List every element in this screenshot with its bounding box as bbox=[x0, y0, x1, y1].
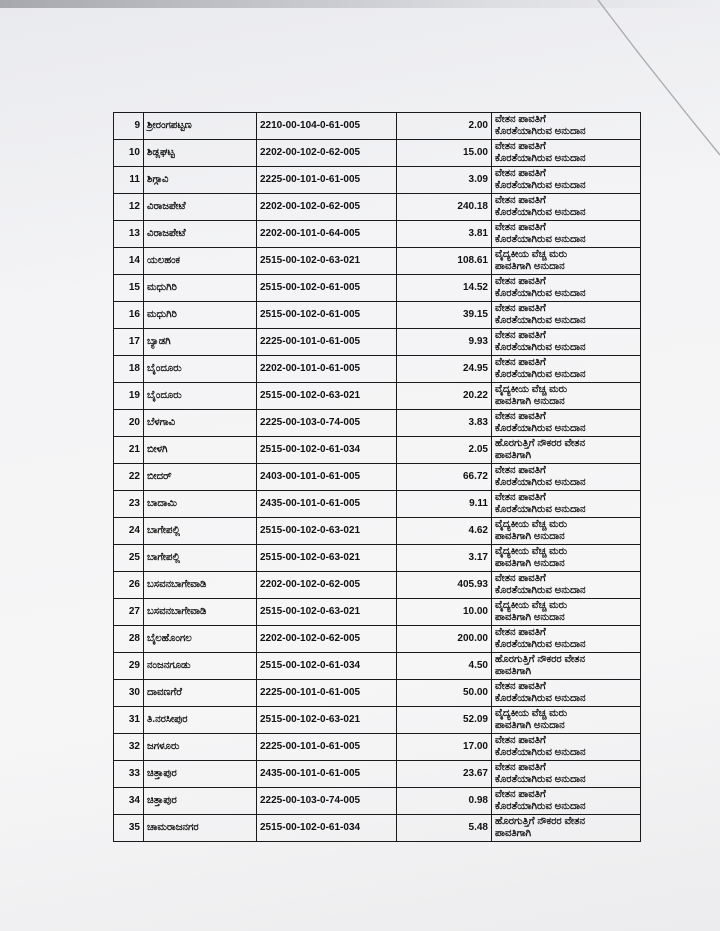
serial-number: 18 bbox=[114, 356, 144, 383]
purpose-line-1: ವೇತನ ಪಾವತಿಗೆ bbox=[495, 168, 546, 179]
table-row bbox=[114, 545, 641, 572]
purpose bbox=[492, 437, 641, 464]
purpose-line-1: ವೇತನ ಪಾವತಿಗೆ bbox=[495, 303, 546, 314]
place-name: ಬೀದರ್ bbox=[144, 464, 257, 491]
serial-number: 15 bbox=[114, 275, 144, 302]
purpose-line-2: ಕೊರತೆಯಾಗಿರುವ ಅನುದಾನ bbox=[495, 234, 586, 245]
purpose-line-2: ಪಾವತಿಗಾಗಿ bbox=[495, 666, 532, 677]
amount: 3.17 bbox=[397, 545, 492, 572]
account-head: 2202-00-102-0-62-005 bbox=[257, 572, 397, 599]
purpose-line-1: ವೇತನ ಪಾವತಿಗೆ bbox=[495, 114, 546, 125]
account-head: 2515-00-102-0-61-034 bbox=[257, 815, 397, 842]
purpose-line-1: ವೇತನ ಪಾವತಿಗೆ bbox=[495, 789, 546, 800]
table-row bbox=[114, 410, 641, 437]
table-row bbox=[114, 113, 641, 140]
purpose-line-2: ಪಾವತಿಗಾಗಿ ಅನುದಾನ bbox=[495, 531, 565, 542]
account-head: 2202-00-102-0-62-005 bbox=[257, 140, 397, 167]
purpose-line-1: ವೇತನ ಪಾವತಿಗೆ bbox=[495, 465, 546, 476]
purpose-line-1: ವೇತನ ಪಾವತಿಗೆ bbox=[495, 735, 546, 746]
purpose-line-1: ವೈದ್ಯಕೀಯ ವೆಚ್ಚ ಮರು bbox=[495, 249, 568, 260]
purpose-line-2: ಕೊರತೆಯಾಗಿರುವ ಅನುದಾನ bbox=[495, 315, 586, 326]
purpose bbox=[492, 140, 641, 167]
place-name: ಬಾದಾಮಿ bbox=[144, 491, 257, 518]
serial-number: 19 bbox=[114, 383, 144, 410]
table-body bbox=[114, 113, 641, 842]
serial-number: 32 bbox=[114, 734, 144, 761]
purpose bbox=[492, 464, 641, 491]
table-row bbox=[114, 383, 641, 410]
purpose bbox=[492, 329, 641, 356]
amount: 10.00 bbox=[397, 599, 492, 626]
table-row bbox=[114, 194, 641, 221]
purpose-line-1: ವೇತನ ಪಾವತಿಗೆ bbox=[495, 573, 546, 584]
purpose bbox=[492, 572, 641, 599]
purpose-line-1: ವೇತನ ಪಾವತಿಗೆ bbox=[495, 141, 546, 152]
place-name: ತಿ.ನರಸೀಪುರ bbox=[144, 707, 257, 734]
place-name: ಶ್ರೀರಂಗಪಟ್ಟಣ bbox=[144, 113, 257, 140]
place-name: ಚಾಮರಾಜನಗರ bbox=[144, 815, 257, 842]
serial-number: 25 bbox=[114, 545, 144, 572]
serial-number: 9 bbox=[114, 113, 144, 140]
purpose bbox=[492, 356, 641, 383]
purpose bbox=[492, 680, 641, 707]
table-row bbox=[114, 437, 641, 464]
purpose-line-1: ವೈದ್ಯಕೀಯ ವೆಚ್ಚ ಮರು bbox=[495, 708, 568, 719]
amount: 4.50 bbox=[397, 653, 492, 680]
serial-number: 35 bbox=[114, 815, 144, 842]
account-head: 2210-00-104-0-61-005 bbox=[257, 113, 397, 140]
purpose bbox=[492, 113, 641, 140]
account-head: 2515-00-102-0-61-034 bbox=[257, 437, 397, 464]
serial-number: 33 bbox=[114, 761, 144, 788]
serial-number: 11 bbox=[114, 167, 144, 194]
amount: 3.81 bbox=[397, 221, 492, 248]
purpose-line-1: ವೇತನ ಪಾವತಿಗೆ bbox=[495, 411, 546, 422]
place-name: ಚಿತ್ತಾಪುರ bbox=[144, 761, 257, 788]
account-head: 2225-00-103-0-74-005 bbox=[257, 788, 397, 815]
serial-number: 12 bbox=[114, 194, 144, 221]
table-row bbox=[114, 599, 641, 626]
purpose-line-1: ಹೊರಗುತ್ತಿಗೆ ನೌಕರರ ವೇತನ bbox=[495, 816, 586, 827]
amount: 2.05 bbox=[397, 437, 492, 464]
purpose bbox=[492, 815, 641, 842]
amount: 4.62 bbox=[397, 518, 492, 545]
amount: 200.00 bbox=[397, 626, 492, 653]
amount: 52.09 bbox=[397, 707, 492, 734]
serial-number: 29 bbox=[114, 653, 144, 680]
account-head: 2515-00-102-0-63-021 bbox=[257, 383, 397, 410]
table-row bbox=[114, 275, 641, 302]
purpose-line-2: ಪಾವತಿಗಾಗಿ bbox=[495, 450, 532, 461]
table-row bbox=[114, 356, 641, 383]
purpose bbox=[492, 275, 641, 302]
purpose-line-2: ಕೊರತೆಯಾಗಿರುವ ಅನುದಾನ bbox=[495, 693, 586, 704]
serial-number: 23 bbox=[114, 491, 144, 518]
place-name: ಬೈಂದೂರು bbox=[144, 356, 257, 383]
purpose-line-1: ವೇತನ ಪಾವತಿಗೆ bbox=[495, 681, 546, 692]
purpose-line-2: ಕೊರತೆಯಾಗಿರುವ ಅನುದಾನ bbox=[495, 801, 586, 812]
purpose bbox=[492, 248, 641, 275]
table-row bbox=[114, 815, 641, 842]
purpose-line-2: ಕೊರತೆಯಾಗಿರುವ ಅನುದಾನ bbox=[495, 153, 586, 164]
purpose-line-2: ಕೊರತೆಯಾಗಿರುವ ಅನುದಾನ bbox=[495, 585, 586, 596]
amount: 108.61 bbox=[397, 248, 492, 275]
account-head: 2515-00-102-0-63-021 bbox=[257, 518, 397, 545]
serial-number: 27 bbox=[114, 599, 144, 626]
account-head: 2202-00-102-0-62-005 bbox=[257, 194, 397, 221]
purpose bbox=[492, 653, 641, 680]
account-head: 2435-00-101-0-61-005 bbox=[257, 761, 397, 788]
amount: 2.00 bbox=[397, 113, 492, 140]
serial-number: 34 bbox=[114, 788, 144, 815]
table-row bbox=[114, 248, 641, 275]
place-name: ಬ್ಯಾಡಗಿ bbox=[144, 329, 257, 356]
serial-number: 24 bbox=[114, 518, 144, 545]
serial-number: 10 bbox=[114, 140, 144, 167]
place-name: ಮಧುಗಿರಿ bbox=[144, 275, 257, 302]
account-head: 2515-00-102-0-63-021 bbox=[257, 707, 397, 734]
account-head: 2225-00-101-0-61-005 bbox=[257, 167, 397, 194]
amount: 24.95 bbox=[397, 356, 492, 383]
account-head: 2225-00-101-0-61-005 bbox=[257, 680, 397, 707]
purpose-line-2: ಪಾವತಿಗಾಗಿ ಅನುದಾನ bbox=[495, 612, 565, 623]
purpose-line-1: ವೈದ್ಯಕೀಯ ವೆಚ್ಚ ಮರು bbox=[495, 384, 568, 395]
table-row bbox=[114, 167, 641, 194]
table-row bbox=[114, 788, 641, 815]
serial-number: 21 bbox=[114, 437, 144, 464]
page-top-shadow bbox=[0, 0, 720, 8]
serial-number: 31 bbox=[114, 707, 144, 734]
purpose-line-2: ಪಾವತಿಗಾಗಿ ಅನುದಾನ bbox=[495, 396, 565, 407]
amount: 3.09 bbox=[397, 167, 492, 194]
place-name: ವಿರಾಜಪೇಟೆ bbox=[144, 194, 257, 221]
account-head: 2515-00-102-0-61-005 bbox=[257, 302, 397, 329]
account-head: 2515-00-102-0-63-021 bbox=[257, 248, 397, 275]
purpose-line-1: ವೇತನ ಪಾವತಿಗೆ bbox=[495, 762, 546, 773]
purpose-line-2: ಕೊರತೆಯಾಗಿರುವ ಅನುದಾನ bbox=[495, 477, 586, 488]
place-name: ಶಿಗ್ಗಾವಿ bbox=[144, 167, 257, 194]
place-name: ಬಸವನಬಾಗೇವಾಡಿ bbox=[144, 572, 257, 599]
purpose-line-2: ಕೊರತೆಯಾಗಿರುವ ಅನುದಾನ bbox=[495, 747, 586, 758]
purpose bbox=[492, 491, 641, 518]
place-name: ಜಗಳೂರು bbox=[144, 734, 257, 761]
table-row bbox=[114, 302, 641, 329]
purpose-line-2: ಪಾವತಿಗಾಗಿ ಅನುದಾನ bbox=[495, 720, 565, 731]
purpose-line-1: ವೇತನ ಪಾವತಿಗೆ bbox=[495, 357, 546, 368]
serial-number: 22 bbox=[114, 464, 144, 491]
purpose bbox=[492, 194, 641, 221]
place-name: ಬೈಂದೂರು bbox=[144, 383, 257, 410]
purpose bbox=[492, 302, 641, 329]
account-head: 2202-00-102-0-62-005 bbox=[257, 626, 397, 653]
table-row bbox=[114, 221, 641, 248]
allocation-table bbox=[113, 112, 641, 842]
amount: 0.98 bbox=[397, 788, 492, 815]
purpose-line-2: ಕೊರತೆಯಾಗಿರುವ ಅನುದಾನ bbox=[495, 639, 586, 650]
purpose bbox=[492, 383, 641, 410]
purpose-line-1: ವೇತನ ಪಾವತಿಗೆ bbox=[495, 195, 546, 206]
purpose bbox=[492, 788, 641, 815]
serial-number: 26 bbox=[114, 572, 144, 599]
purpose-line-2: ಪಾವತಿಗಾಗಿ ಅನುದಾನ bbox=[495, 558, 565, 569]
purpose-line-1: ವೇತನ ಪಾವತಿಗೆ bbox=[495, 627, 546, 638]
purpose-line-2: ಕೊರತೆಯಾಗಿರುವ ಅನುದಾನ bbox=[495, 126, 586, 137]
purpose bbox=[492, 167, 641, 194]
purpose bbox=[492, 518, 641, 545]
place-name: ಬೈಲಹೊಂಗಲ bbox=[144, 626, 257, 653]
account-head: 2202-00-101-0-61-005 bbox=[257, 356, 397, 383]
account-head: 2403-00-101-0-61-005 bbox=[257, 464, 397, 491]
amount: 240.18 bbox=[397, 194, 492, 221]
place-name: ಬಾಗೇಪಲ್ಲಿ bbox=[144, 545, 257, 572]
serial-number: 20 bbox=[114, 410, 144, 437]
table-row bbox=[114, 653, 641, 680]
purpose-line-2: ಪಾವತಿಗಾಗಿ bbox=[495, 828, 532, 839]
purpose-line-2: ಕೊರತೆಯಾಗಿರುವ ಅನುದಾನ bbox=[495, 504, 586, 515]
place-name: ಬೀಳಗಿ bbox=[144, 437, 257, 464]
purpose-line-1: ಹೊರಗುತ್ತಿಗೆ ನೌಕರರ ವೇತನ bbox=[495, 654, 586, 665]
account-head: 2515-00-102-0-63-021 bbox=[257, 545, 397, 572]
account-head: 2435-00-101-0-61-005 bbox=[257, 491, 397, 518]
table-row bbox=[114, 680, 641, 707]
purpose bbox=[492, 626, 641, 653]
purpose bbox=[492, 410, 641, 437]
table-row bbox=[114, 572, 641, 599]
purpose-line-1: ವೇತನ ಪಾವತಿಗೆ bbox=[495, 492, 546, 503]
purpose bbox=[492, 761, 641, 788]
purpose-line-2: ಕೊರತೆಯಾಗಿರುವ ಅನುದಾನ bbox=[495, 369, 586, 380]
place-name: ನಂಜನಗೂಡು bbox=[144, 653, 257, 680]
table-row bbox=[114, 464, 641, 491]
place-name: ಬಸವನಬಾಗೇವಾಡಿ bbox=[144, 599, 257, 626]
amount: 14.52 bbox=[397, 275, 492, 302]
purpose-line-1: ವೈದ್ಯಕೀಯ ವೆಚ್ಚ ಮರು bbox=[495, 519, 568, 530]
amount: 405.93 bbox=[397, 572, 492, 599]
table-row bbox=[114, 329, 641, 356]
account-head: 2202-00-101-0-64-005 bbox=[257, 221, 397, 248]
purpose bbox=[492, 734, 641, 761]
place-name: ಬಾಗೇಪಲ್ಲಿ bbox=[144, 518, 257, 545]
purpose bbox=[492, 707, 641, 734]
purpose-line-2: ಕೊರತೆಯಾಗಿರುವ ಅನುದಾನ bbox=[495, 342, 586, 353]
table-row bbox=[114, 491, 641, 518]
place-name: ಮಧುಗಿರಿ bbox=[144, 302, 257, 329]
place-name: ಬೆಳಗಾವಿ bbox=[144, 410, 257, 437]
amount: 5.48 bbox=[397, 815, 492, 842]
serial-number: 16 bbox=[114, 302, 144, 329]
purpose-line-1: ವೈದ್ಯಕೀಯ ವೆಚ್ಚ ಮರು bbox=[495, 546, 568, 557]
purpose-line-1: ವೈದ್ಯಕೀಯ ವೆಚ್ಚ ಮರು bbox=[495, 600, 568, 611]
amount: 20.22 bbox=[397, 383, 492, 410]
account-head: 2515-00-102-0-61-005 bbox=[257, 275, 397, 302]
account-head: 2515-00-102-0-61-034 bbox=[257, 653, 397, 680]
amount: 9.93 bbox=[397, 329, 492, 356]
table-row bbox=[114, 734, 641, 761]
amount: 23.67 bbox=[397, 761, 492, 788]
account-head: 2225-00-103-0-74-005 bbox=[257, 410, 397, 437]
place-name: ಶಿಡ್ಲಘಟ್ಟ bbox=[144, 140, 257, 167]
account-head: 2225-00-101-0-61-005 bbox=[257, 734, 397, 761]
purpose-line-2: ಕೊರತೆಯಾಗಿರುವ ಅನುದಾನ bbox=[495, 774, 586, 785]
serial-number: 30 bbox=[114, 680, 144, 707]
table-row bbox=[114, 518, 641, 545]
account-head: 2225-00-101-0-61-005 bbox=[257, 329, 397, 356]
purpose-line-1: ಹೊರಗುತ್ತಿಗೆ ನೌಕರರ ವೇತನ bbox=[495, 438, 586, 449]
table-row bbox=[114, 140, 641, 167]
amount: 17.00 bbox=[397, 734, 492, 761]
purpose bbox=[492, 599, 641, 626]
purpose-line-1: ವೇತನ ಪಾವತಿಗೆ bbox=[495, 276, 546, 287]
purpose bbox=[492, 545, 641, 572]
purpose-line-2: ಕೊರತೆಯಾಗಿರುವ ಅನುದಾನ bbox=[495, 180, 586, 191]
amount: 9.11 bbox=[397, 491, 492, 518]
serial-number: 14 bbox=[114, 248, 144, 275]
place-name: ವಿರಾಜಪೇಟೆ bbox=[144, 221, 257, 248]
place-name: ಯಲಹಂಕ bbox=[144, 248, 257, 275]
table-row bbox=[114, 626, 641, 653]
serial-number: 13 bbox=[114, 221, 144, 248]
place-name: ದಾವಣಗೆರೆ bbox=[144, 680, 257, 707]
place-name: ಚಿತ್ತಾಪುರ bbox=[144, 788, 257, 815]
serial-number: 17 bbox=[114, 329, 144, 356]
amount: 15.00 bbox=[397, 140, 492, 167]
purpose-line-2: ಕೊರತೆಯಾಗಿರುವ ಅನುದಾನ bbox=[495, 423, 586, 434]
table-row bbox=[114, 761, 641, 788]
purpose bbox=[492, 221, 641, 248]
serial-number: 28 bbox=[114, 626, 144, 653]
purpose-line-1: ವೇತನ ಪಾವತಿಗೆ bbox=[495, 222, 546, 233]
purpose-line-2: ಕೊರತೆಯಾಗಿರುವ ಅನುದಾನ bbox=[495, 207, 586, 218]
amount: 39.15 bbox=[397, 302, 492, 329]
purpose-line-1: ವೇತನ ಪಾವತಿಗೆ bbox=[495, 330, 546, 341]
purpose-line-2: ಕೊರತೆಯಾಗಿರುವ ಅನುದಾನ bbox=[495, 288, 586, 299]
account-head: 2515-00-102-0-63-021 bbox=[257, 599, 397, 626]
amount: 3.83 bbox=[397, 410, 492, 437]
amount: 50.00 bbox=[397, 680, 492, 707]
table-row bbox=[114, 707, 641, 734]
amount: 66.72 bbox=[397, 464, 492, 491]
purpose-line-2: ಪಾವತಿಗಾಗಿ ಅನುದಾನ bbox=[495, 261, 565, 272]
